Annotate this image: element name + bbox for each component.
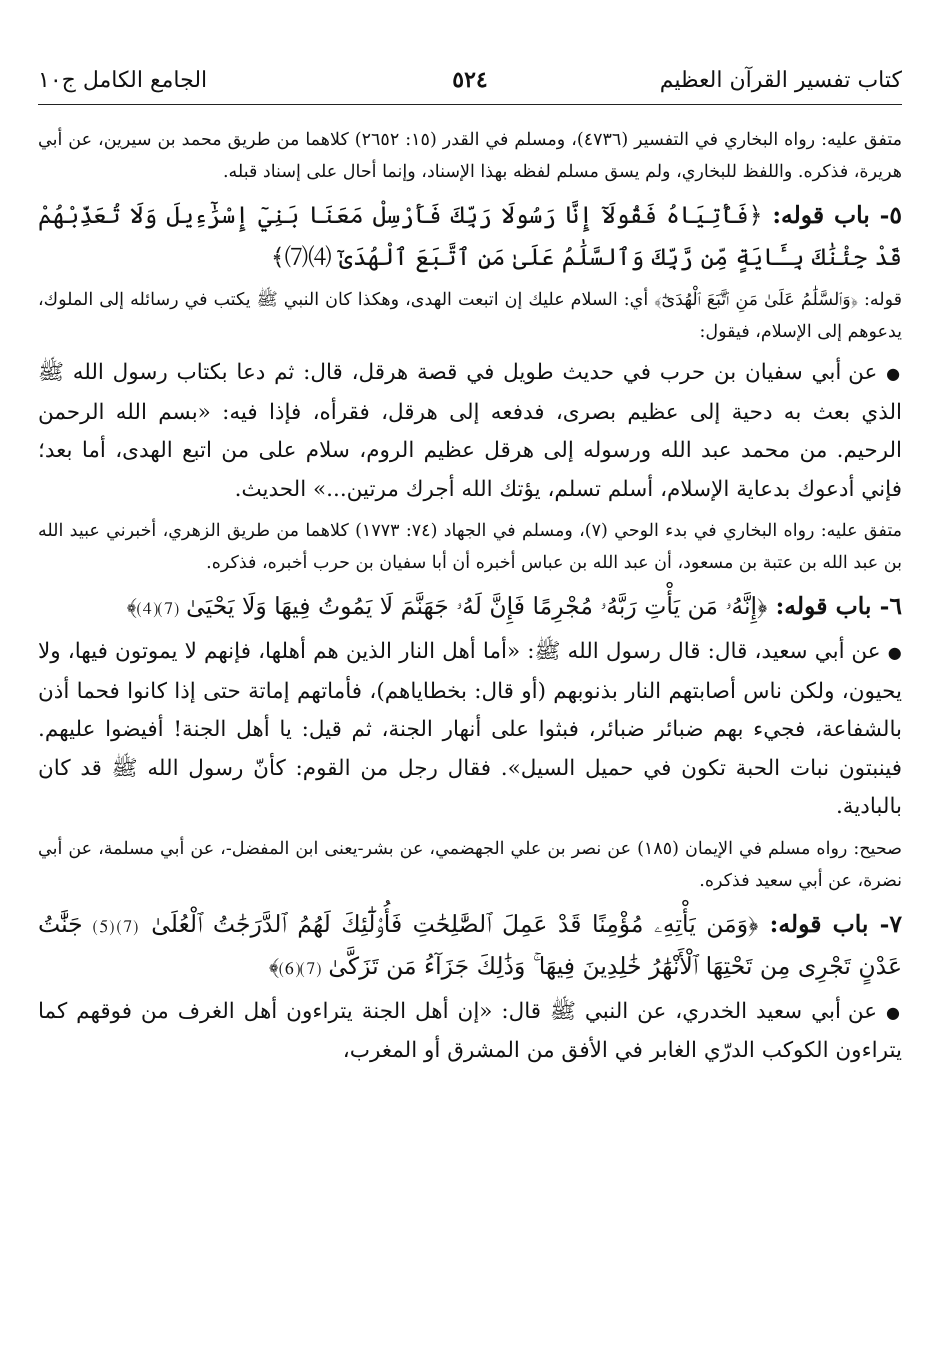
quran-verse: ﴿فَأْتِيَاهُ فَقُولَآ إِنَّا رَسُولَا رَبِّكَ فَأَرْسِلْ مَعَنَا بَنِيٓ إِسْرَٰٓءِيلَ وَلَا تُعَذِّبْهُمْ قَدْ جِئْنَٰكَ بِـَٔايَةٍ مِّن رَّبِّكَ وَٱلسَّلَٰمُ عَلَىٰ مَنِ ٱتَّبَعَ ٱلْهُدَىٰٓ ⑷⑺﴾ — [38, 201, 902, 271]
book-title: كتاب تفسير القرآن العظيم — [659, 67, 902, 93]
hadith-body: عن أبي سعيد، قال: قال رسول الله ﷺ: «أما أهل النار الذين هم أهلها، فإنهم لا يموتون فيها، ولا يحيون، ولكن ناس أصابتهم النار بذنوبهم (أو قال: بخطاياهم)، فأماتهم إماتة حتى إذا كانوا فحما أذن بالشفاعة، فجيء بهم ضبائر ضبائر، فبثوا على أنهار الجنة، ثم قيل: يا أهل الجنة! أفيضوا عليهم. فينبتون نبات الحبة تكون في حميل السيل». فقال رجل من القوم: كأنّ رسول الله ﷺ قد كان بالبادية. — [38, 639, 902, 819]
header-rule — [38, 104, 902, 105]
hadith-text — [38, 633, 902, 827]
chapter-heading — [38, 585, 902, 627]
hadith-reference: متفق عليه: رواه البخاري في بدء الوحي (٧)، ومسلم في الجهاد (٧٤: ١٧٧٣) كلاهما من طريق الزهري، أخبرني عبيد الله بن عبد الله بن عتبة بن مسعود، أن عبد الله بن عباس أخبره أن أبا سفيان بن حرب أخبره، فذكره. — [38, 521, 902, 573]
bullet-icon: ● — [886, 364, 902, 383]
hadith-reference: متفق عليه: رواه البخاري في التفسير (٤٧٣٦)، ومسلم في القدر (١٥: ٢٦٥٢) كلاهما من طريق محمد بن سيرين، عن أبي هريرة، فذكره. واللفظ للبخاري، ولم يسق مسلم لفظه بهذا الإسناد، وإنما أحال على إسناد قبله. — [38, 130, 902, 182]
chapter-heading — [38, 194, 902, 278]
bullet-icon: ● — [885, 1002, 902, 1022]
hadith-reference: صحيح: رواه مسلم في الإيمان (١٨٥) عن نصر بن علي الجهضمي، عن بشر-يعنى ابن المفضل-، عن أبي مسلمة، عن أبي نضرة، عن أبي سعيد فذكره. — [38, 838, 902, 891]
chapter-label: ٥- باب قوله: — [772, 201, 902, 229]
page-header — [38, 62, 902, 98]
chapter-label: ٧- باب قوله: — [769, 909, 902, 938]
hadith-body: عن أبي سعيد الخدري، عن النبي ﷺ قال: «إن أهل الجنة يتراءون أهل الغرف من فوقهم كما يتراءون الكوكب الدرّي الغابر في الأفق من المشرق أو المغرب، — [38, 998, 902, 1063]
quran-verse: ﴿وَمَن يَأْتِهِۦ مُؤْمِنًا قَدْ عَمِلَ ٱلصَّٰلِحَٰتِ فَأُو۟لَٰٓئِكَ لَهُمُ ٱلدَّرَجَٰتُ ٱلْعُلَىٰ ⑺⑸ جَنَّٰتُ عَدْنٍ تَجْرِى مِن تَحْتِهَا ٱلْأَنْهَٰرُ خَٰلِدِينَ فِيهَا ۚ وَذَٰلِكَ جَزَآءُ مَن تَزَكَّىٰ ⑺⑹﴾ — [38, 909, 902, 980]
page-content — [38, 124, 902, 1071]
hadith-text — [38, 354, 902, 509]
volume-label: الجامع الكامل ج١٠ — [38, 67, 208, 93]
hadith-body: عن أبي سفيان بن حرب في حديث طويل في قصة هرقل، قال: ثم دعا بكتاب رسول الله ﷺ الذي بعث به دحية إلى عظيم بصرى، فدفعه إلى هرقل، فقرأه، فإذا فيه: «بسم الله الرحمن الرحيم. من محمد عبد الله ورسوله إلى هرقل عظيم الروم، سلام على من اتبع الهدى، أما بعد؛ فإني أدعوك بدعاية الإسلام، أسلم تسلم، يؤتك الله أجرك مرتين...» الحديث. — [38, 360, 902, 502]
page-number: ٥٢٤ — [452, 67, 488, 93]
quran-verse: ﴿إِنَّهُۥ مَن يَأْتِ رَبَّهُۥ مُجْرِمًا فَإِنَّ لَهُۥ جَهَنَّمَ لَا يَمُوتُ فِيهَا وَلَا يَحْيَىٰ ⑺⑷﴾ — [126, 592, 768, 620]
hadith-text — [38, 993, 902, 1071]
chapter-label: ٦- باب قوله: — [775, 592, 902, 620]
chapter-heading — [38, 903, 902, 987]
bullet-icon: ● — [887, 643, 902, 662]
commentary-text: قوله: ﴿وَٱلسَّلَٰمُ عَلَىٰ مَنِ ٱتَّبَعَ ٱلْهُدَىٰٓ﴾ أي: السلام عليك إن اتبعت الهدى، وهكذا كان النبي ﷺ يكتب في رسائله إلى الملوك، يدعوهم إلى الإسلام، فيقول: — [38, 290, 902, 342]
